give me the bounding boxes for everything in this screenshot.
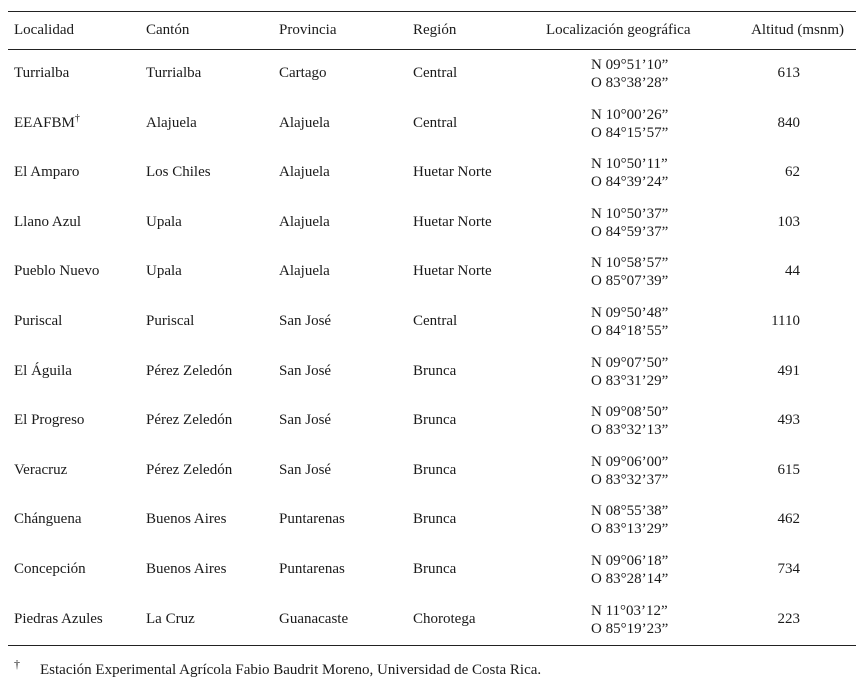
cell-canton: Pérez Zeledón — [146, 362, 233, 379]
cell-canton: Pérez Zeledón — [146, 461, 233, 478]
cell-localidad-text: Piedras Azules — [14, 610, 103, 627]
header-canton: Cantón — [146, 22, 190, 38]
cell-altitud: 462 — [777, 511, 800, 528]
cell-region: Brunca — [413, 362, 457, 379]
cell-region: Brunca — [413, 511, 457, 528]
cell-geo — [591, 602, 668, 638]
cell-localidad — [14, 263, 99, 280]
cell-longitude: O 83°13’29” — [591, 521, 669, 538]
cell-localidad — [14, 561, 86, 578]
cell-canton: La Cruz — [146, 610, 195, 627]
cell-canton: Pérez Zeledón — [146, 412, 233, 429]
cell-longitude: O 84°59’37” — [591, 223, 669, 240]
cell-localidad-text: El Amparo — [14, 164, 80, 181]
cell-provincia: Puntarenas — [279, 560, 345, 577]
cell-longitude: O 83°28’14” — [591, 570, 669, 587]
cell-localidad-text: Turrialba — [14, 65, 70, 81]
cell-geo — [591, 254, 668, 290]
cell-region: Central — [413, 65, 458, 81]
cell-localidad-text: El Águila — [14, 362, 72, 379]
cell-altitud: 491 — [777, 362, 800, 379]
cell-latitude: N 09°06’00” — [591, 453, 669, 470]
table-row — [8, 149, 856, 199]
table-row — [8, 348, 856, 398]
data-table — [8, 11, 856, 646]
cell-latitude: N 09°08’50” — [591, 404, 669, 421]
cell-altitud: 103 — [777, 213, 800, 230]
cell-canton: Upala — [146, 263, 182, 280]
cell-canton: Upala — [146, 213, 182, 230]
cell-localidad — [14, 511, 81, 528]
header-geo: Localización geográfica — [546, 22, 691, 38]
cell-provincia: Alajuela — [279, 114, 330, 131]
footnote-text: Estación Experimental Agrícola Fabio Baudrit Moreno, Universidad de Costa Rica. — [40, 662, 542, 678]
table-header-row — [8, 12, 856, 49]
cell-geo — [591, 106, 668, 142]
cell-provincia: Guanacaste — [279, 610, 349, 627]
cell-localidad-text: Chánguena — [14, 511, 82, 528]
cell-canton: Los Chiles — [146, 164, 211, 181]
cell-localidad-text: Pueblo Nuevo — [14, 263, 100, 280]
cell-longitude: O 84°18’55” — [591, 322, 669, 339]
cell-geo — [591, 403, 668, 439]
cell-geo — [591, 354, 668, 390]
cell-provincia: Alajuela — [279, 164, 330, 181]
cell-canton: Turrialba — [146, 65, 202, 81]
cell-geo — [591, 453, 668, 489]
cell-longitude: O 83°32’37” — [591, 471, 669, 488]
table-row — [8, 199, 856, 249]
cell-longitude: O 85°07’39” — [591, 273, 669, 290]
cell-geo — [591, 155, 668, 191]
cell-latitude: N 10°50’11” — [591, 156, 668, 173]
cell-longitude: O 84°39’24” — [591, 174, 669, 191]
cell-localidad — [14, 363, 72, 380]
header-provincia: Provincia — [279, 22, 337, 38]
cell-region: Brunca — [413, 412, 457, 429]
cell-provincia: Alajuela — [279, 263, 330, 280]
cell-localidad-text: El Progreso — [14, 412, 85, 429]
table-row — [8, 100, 856, 150]
cell-localidad — [14, 214, 81, 231]
cell-latitude: N 08°55’38” — [591, 503, 669, 520]
cell-provincia: Alajuela — [279, 213, 330, 230]
cell-altitud: 734 — [777, 560, 800, 577]
table-row — [8, 596, 856, 646]
cell-altitud: 62 — [785, 164, 800, 181]
cell-latitude: N 09°51’10” — [591, 57, 669, 73]
cell-latitude: N 09°50’48” — [591, 304, 669, 321]
cell-geo — [591, 552, 668, 588]
cell-canton: Puriscal — [146, 312, 195, 329]
cell-altitud: 840 — [777, 114, 800, 131]
cell-longitude: O 84°15’57” — [591, 124, 669, 141]
cell-localidad — [14, 112, 80, 132]
cell-latitude: N 10°58’57” — [591, 255, 669, 272]
table-row — [8, 248, 856, 298]
cell-localidad — [14, 313, 62, 330]
cell-longitude: O 83°31’29” — [591, 372, 669, 389]
cell-region: Huetar Norte — [413, 213, 492, 230]
cell-canton: Buenos Aires — [146, 511, 227, 528]
cell-longitude: O 85°19’23” — [591, 620, 669, 637]
cell-region: Central — [413, 114, 458, 131]
table-bottom-rule — [8, 645, 856, 646]
cell-region: Brunca — [413, 461, 457, 478]
cell-provincia: Puntarenas — [279, 511, 345, 528]
cell-altitud: 44 — [785, 263, 800, 280]
cell-localidad — [14, 65, 69, 82]
cell-latitude: N 09°07’50” — [591, 354, 669, 371]
header-altitud: Altitud (msnm) — [751, 22, 844, 38]
cell-longitude: O 83°32’13” — [591, 422, 669, 439]
cell-localidad-text: EEAFBM — [14, 114, 75, 131]
cell-canton: Alajuela — [146, 114, 197, 131]
cell-altitud: 223 — [777, 610, 800, 627]
cell-localidad-text: Llano Azul — [14, 213, 82, 230]
cell-localidad — [14, 611, 103, 628]
table-row — [8, 298, 856, 348]
cell-localidad-text: Concepción — [14, 560, 86, 577]
cell-latitude: N 10°00’26” — [591, 106, 669, 123]
header-localidad: Localidad — [14, 22, 74, 38]
table-row — [8, 447, 856, 497]
cell-geo — [591, 56, 668, 92]
table-row — [8, 546, 856, 596]
cell-altitud: 613 — [777, 65, 800, 81]
cell-region: Central — [413, 312, 458, 329]
cell-latitude: N 11°03’12” — [591, 602, 668, 619]
cell-latitude: N 10°50’37” — [591, 205, 669, 222]
cell-localidad — [14, 462, 67, 479]
table-body — [8, 50, 856, 645]
table-row — [8, 496, 856, 546]
table-row — [8, 50, 856, 100]
cell-geo — [591, 502, 668, 538]
cell-localidad — [14, 412, 84, 429]
cell-region: Chorotega — [413, 610, 476, 627]
cell-provincia: San José — [279, 312, 332, 329]
cell-provincia: San José — [279, 412, 332, 429]
cell-altitud: 493 — [777, 412, 800, 429]
cell-altitud: 615 — [777, 461, 800, 478]
cell-geo — [591, 304, 668, 340]
cell-altitud: 1110 — [771, 312, 800, 329]
cell-provincia: San José — [279, 461, 332, 478]
cell-provincia: Cartago — [279, 65, 327, 81]
cell-region: Huetar Norte — [413, 263, 492, 280]
cell-localidad-text: Veracruz — [14, 461, 68, 478]
cell-latitude: N 09°06’18” — [591, 552, 669, 569]
cell-region: Huetar Norte — [413, 164, 492, 181]
cell-provincia: San José — [279, 362, 332, 379]
footnote: † Estación Experimental Agrícola Fabio Baudrit Moreno, Universidad de Costa Rica. — [14, 657, 542, 678]
header-region: Región — [413, 22, 457, 38]
cell-canton: Buenos Aires — [146, 560, 227, 577]
cell-region: Brunca — [413, 560, 457, 577]
table-row — [8, 397, 856, 447]
dagger-mark: † — [74, 112, 80, 124]
cell-localidad-text: Puriscal — [14, 312, 63, 329]
cell-geo — [591, 205, 668, 241]
cell-longitude: O 83°38’28” — [591, 75, 669, 91]
cell-localidad — [14, 164, 79, 181]
